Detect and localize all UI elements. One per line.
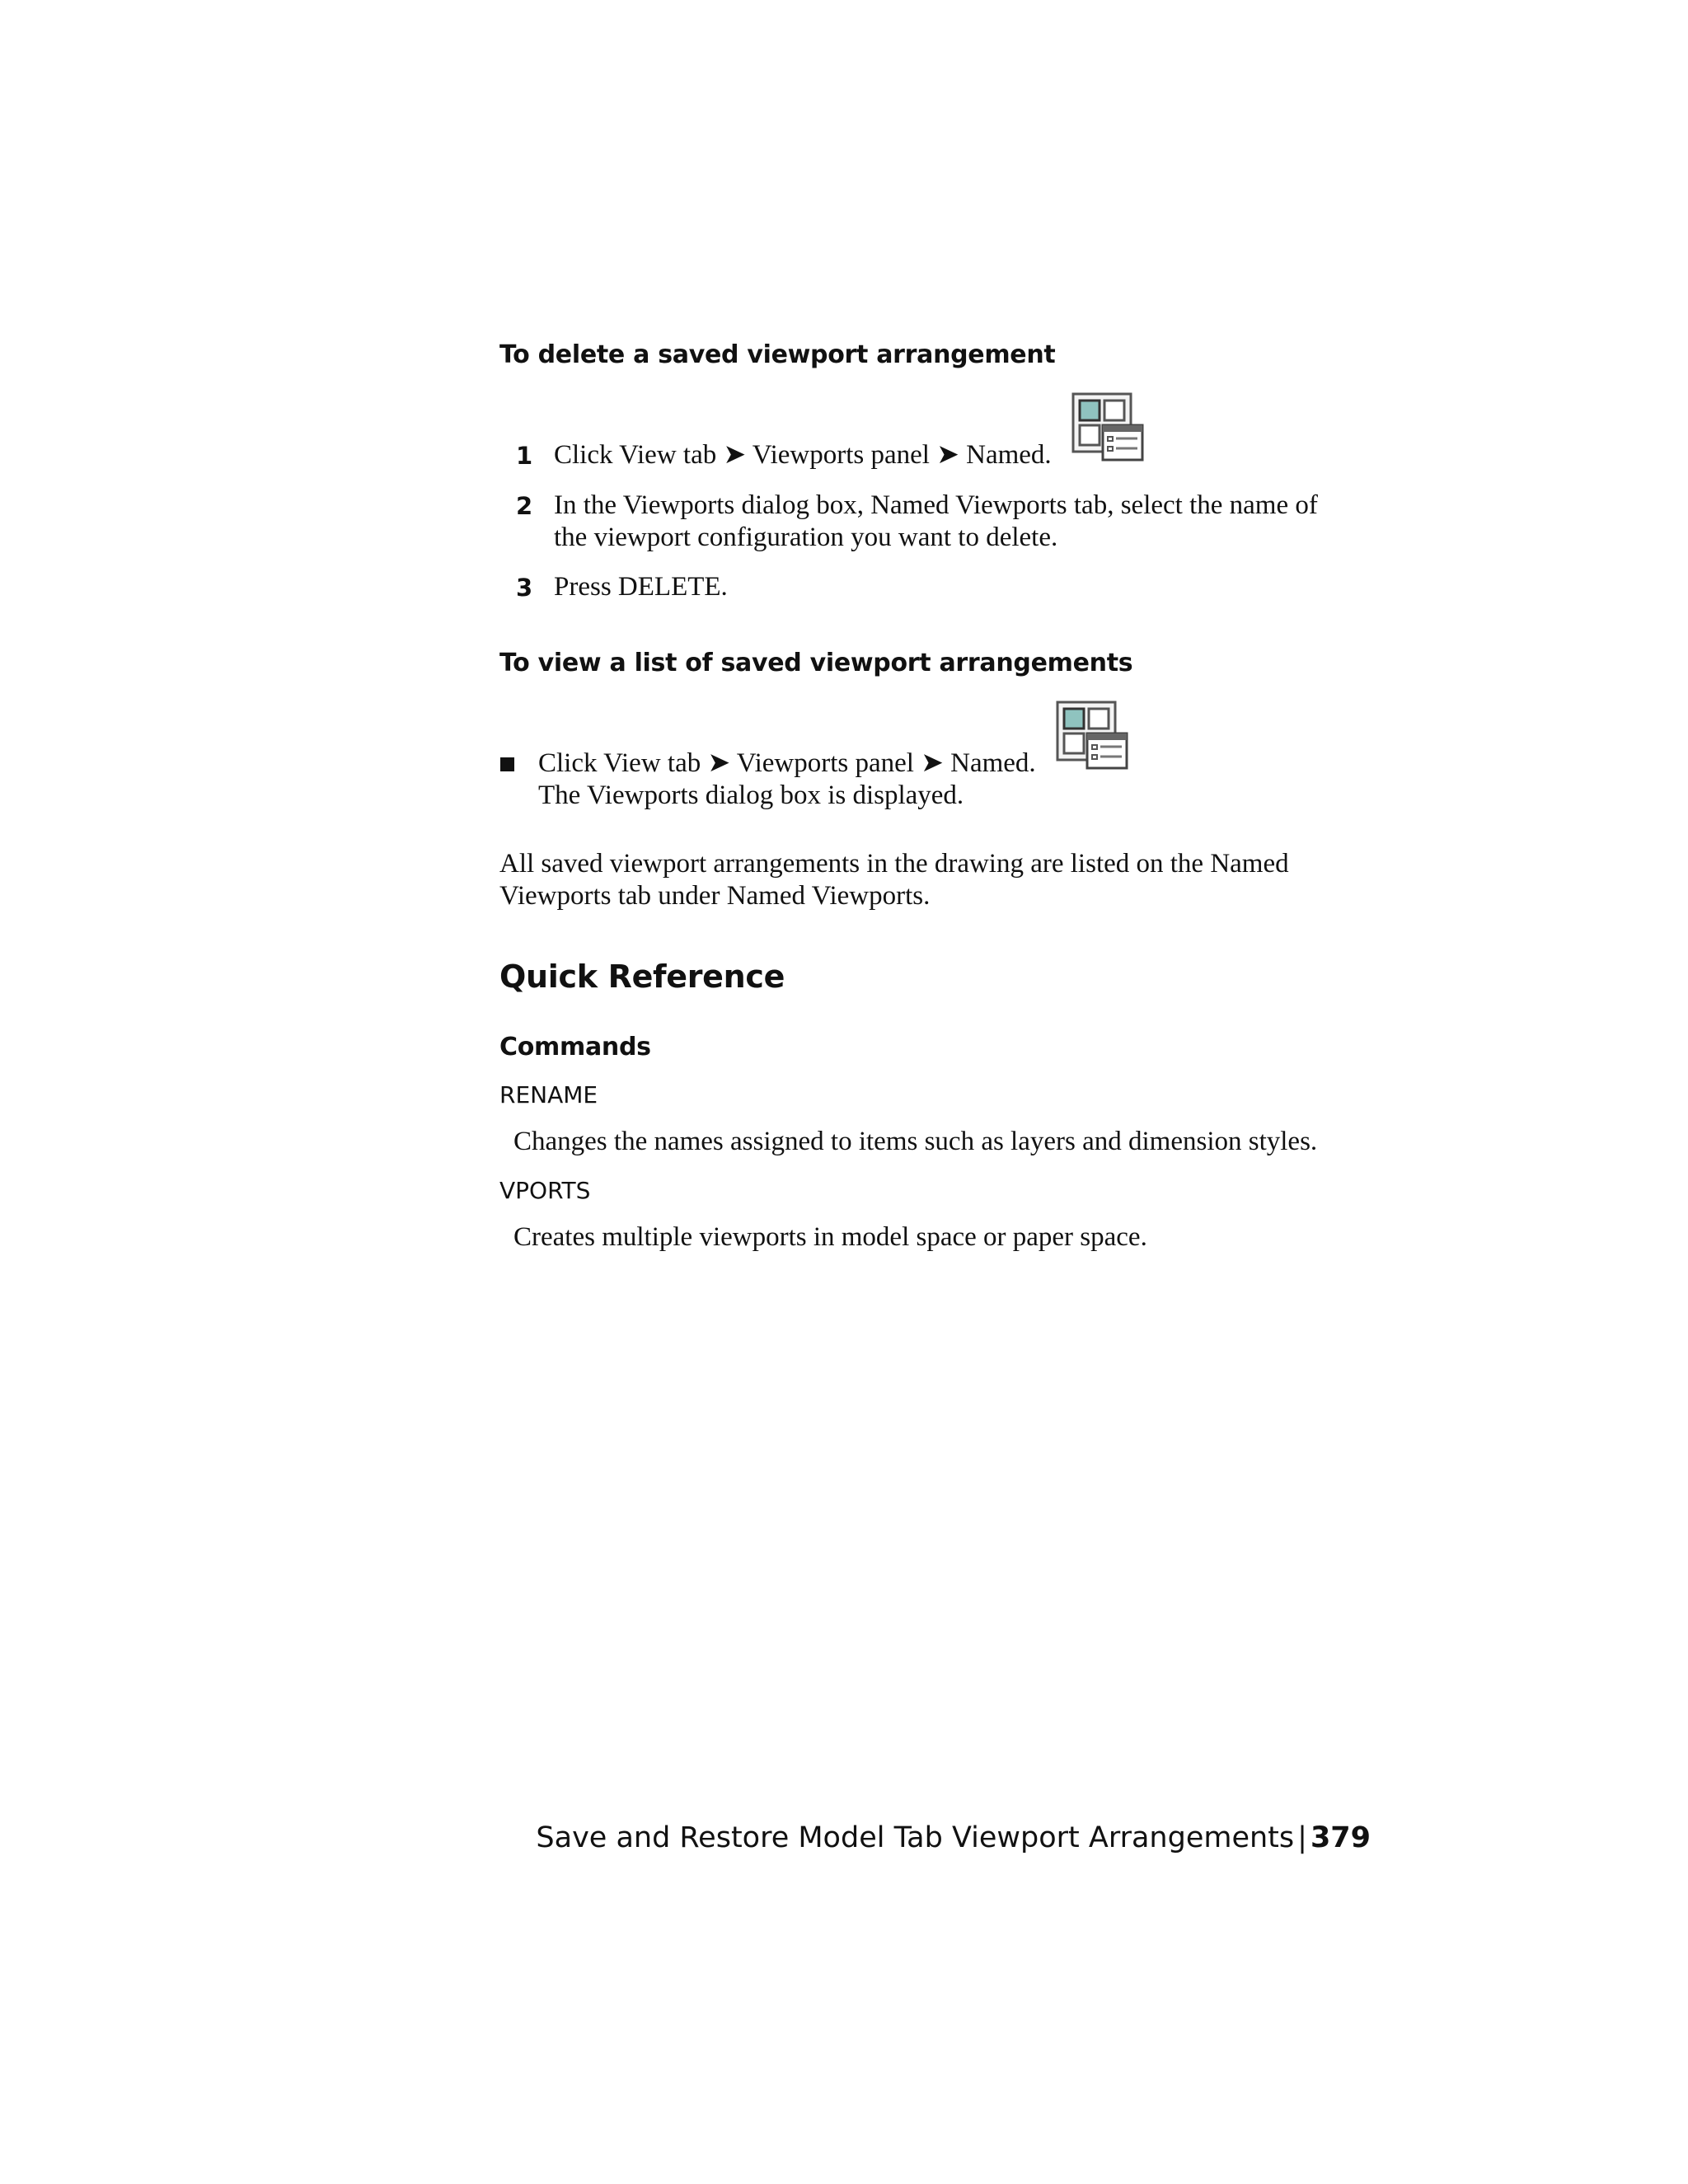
commands-heading: Commands: [499, 1033, 651, 1062]
step-text-continued: the viewport configuration you want to delete.: [554, 523, 1058, 552]
step-number: 2: [516, 492, 533, 520]
step-number: 1: [516, 442, 533, 470]
step-text: Click View tab ➤ Viewports panel ➤ Named.: [554, 440, 1052, 470]
view-list-procedure-heading: To view a list of saved viewport arrangements: [499, 649, 1133, 677]
named-viewports-icon: [1056, 701, 1130, 771]
bullet-result-text: The Viewports dialog box is displayed.: [538, 780, 964, 810]
command-description: Changes the names assigned to items such as layers and dimension styles.: [513, 1127, 1318, 1156]
command-name: VPORTS: [499, 1177, 591, 1204]
step-text: In the Viewports dialog box, Named Viewports tab, select the name of: [554, 490, 1318, 520]
step-text: Press DELETE.: [554, 572, 728, 602]
paragraph-continued: Viewports tab under Named Viewports.: [499, 881, 931, 911]
page-footer: [536, 1821, 1371, 1854]
command-name: RENAME: [499, 1081, 598, 1108]
paragraph: All saved viewport arrangements in the drawing are listed on the Named: [499, 849, 1289, 879]
delete-procedure-heading: To delete a saved viewport arrangement: [499, 340, 1056, 369]
footer-separator: |: [1297, 1821, 1307, 1854]
footer-title: Save and Restore Model Tab Viewport Arrangements: [536, 1821, 1295, 1854]
page-number: 379: [1310, 1821, 1371, 1854]
command-description: Creates multiple viewports in model space or paper space.: [513, 1222, 1147, 1252]
bullet-square: [500, 757, 514, 771]
quick-reference-title: Quick Reference: [499, 958, 785, 995]
bullet-text: Click View tab ➤ Viewports panel ➤ Named.: [538, 748, 1036, 778]
step-number: 3: [516, 574, 533, 602]
named-viewports-icon: [1071, 392, 1146, 463]
